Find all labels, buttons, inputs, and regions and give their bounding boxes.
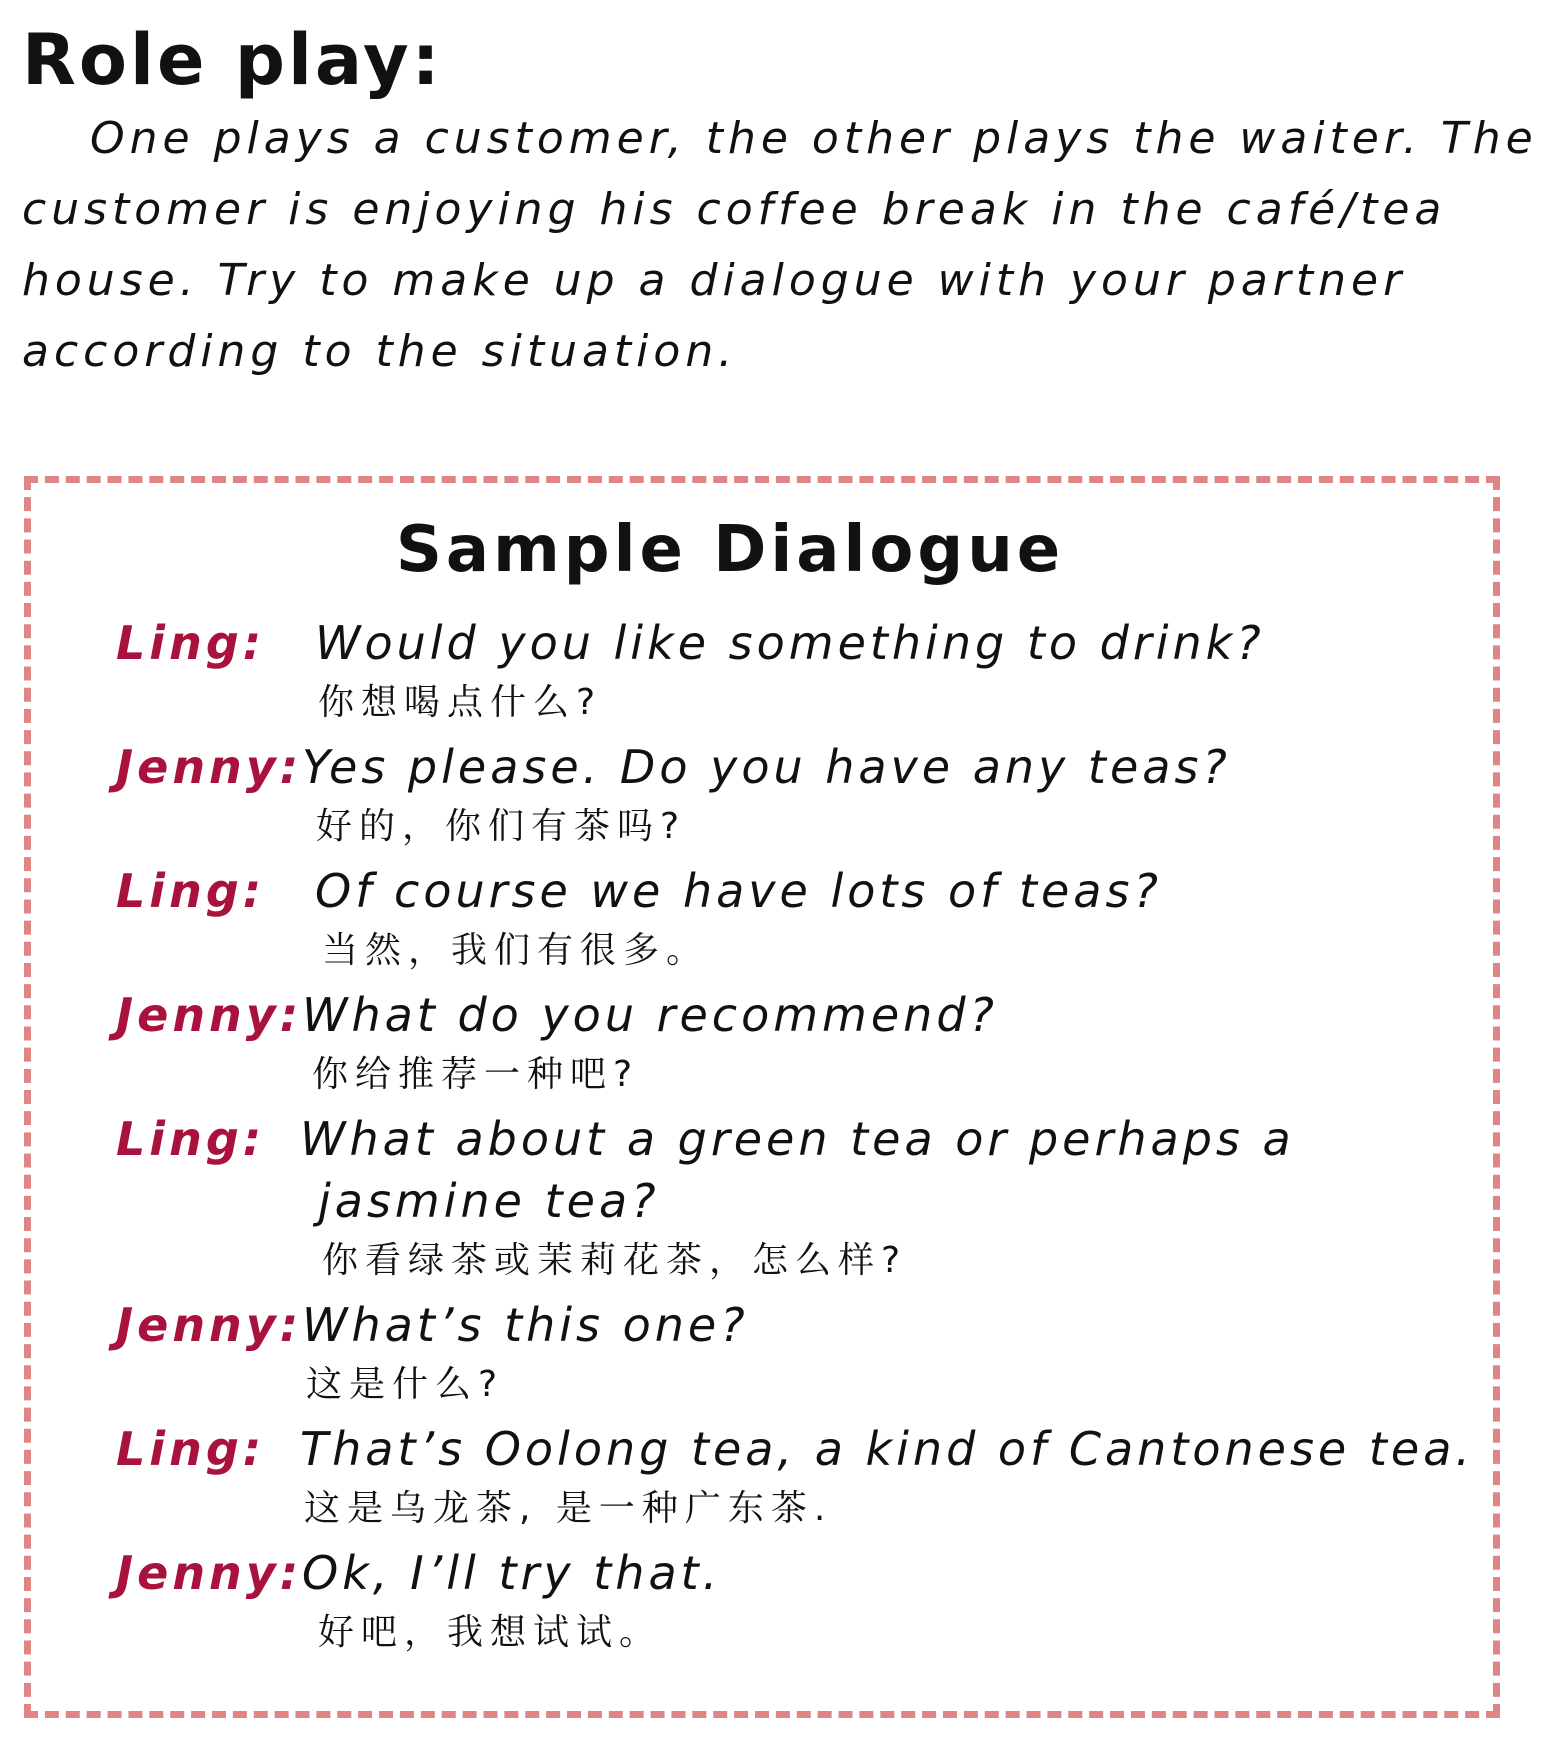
page-title: Role play:: [22, 19, 443, 101]
english-line: Ok, I’ll try that.: [302, 1546, 722, 1600]
instructions-line: according to the situation.: [22, 326, 738, 377]
instructions-paragraph: [22, 103, 1538, 387]
instructions-line: house. Try to make up a dialogue with your partner: [22, 255, 1407, 306]
chinese-line: 好吧，我想试试。: [318, 1612, 663, 1653]
chinese-line: 当然，我们有很多。: [322, 930, 710, 971]
english-line: Would you like something to drink?: [315, 616, 1265, 670]
chinese-line: 你看绿茶或茉莉花茶，怎么样?: [322, 1240, 908, 1281]
english-line: That’s Oolong tea, a kind of Cantonese tea.: [300, 1422, 1475, 1476]
speaker-label: Ling:: [116, 864, 266, 918]
chinese-line: 这是什么?: [306, 1364, 505, 1405]
speaker-label: Ling:: [116, 1422, 266, 1476]
english-line: Of course we have lots of teas?: [315, 864, 1162, 918]
speaker-label: Ling:: [116, 616, 266, 670]
english-line-continued: jasmine tea?: [318, 1174, 660, 1228]
speaker-label: Jenny:: [116, 740, 303, 794]
chinese-line: 你给推荐一种吧?: [312, 1054, 640, 1095]
chinese-line: 你想喝点什么?: [318, 682, 603, 723]
instructions-text: One plays a customer, the other plays the waiter. The: [90, 113, 1538, 164]
speaker-label: Jenny:: [116, 988, 303, 1042]
english-line: Yes please. Do you have any teas?: [302, 740, 1231, 794]
instructions-line: customer is enjoying his coffee break in the café/tea: [22, 184, 1447, 235]
english-line: What about a green tea or perhaps a: [300, 1112, 1295, 1166]
chinese-line: 这是乌龙茶, 是一种广东茶.: [304, 1488, 833, 1529]
speaker-label: Jenny:: [116, 1298, 303, 1352]
english-line: What do you recommend?: [302, 988, 998, 1042]
sample-dialogue-title: Sample Dialogue: [395, 513, 1065, 587]
english-line: What’s this one?: [302, 1298, 749, 1352]
speaker-label: Jenny:: [116, 1546, 303, 1600]
instructions-line: [22, 103, 1538, 174]
speaker-label: Ling:: [116, 1112, 266, 1166]
chinese-line: 好的，你们有茶吗?: [316, 806, 687, 847]
